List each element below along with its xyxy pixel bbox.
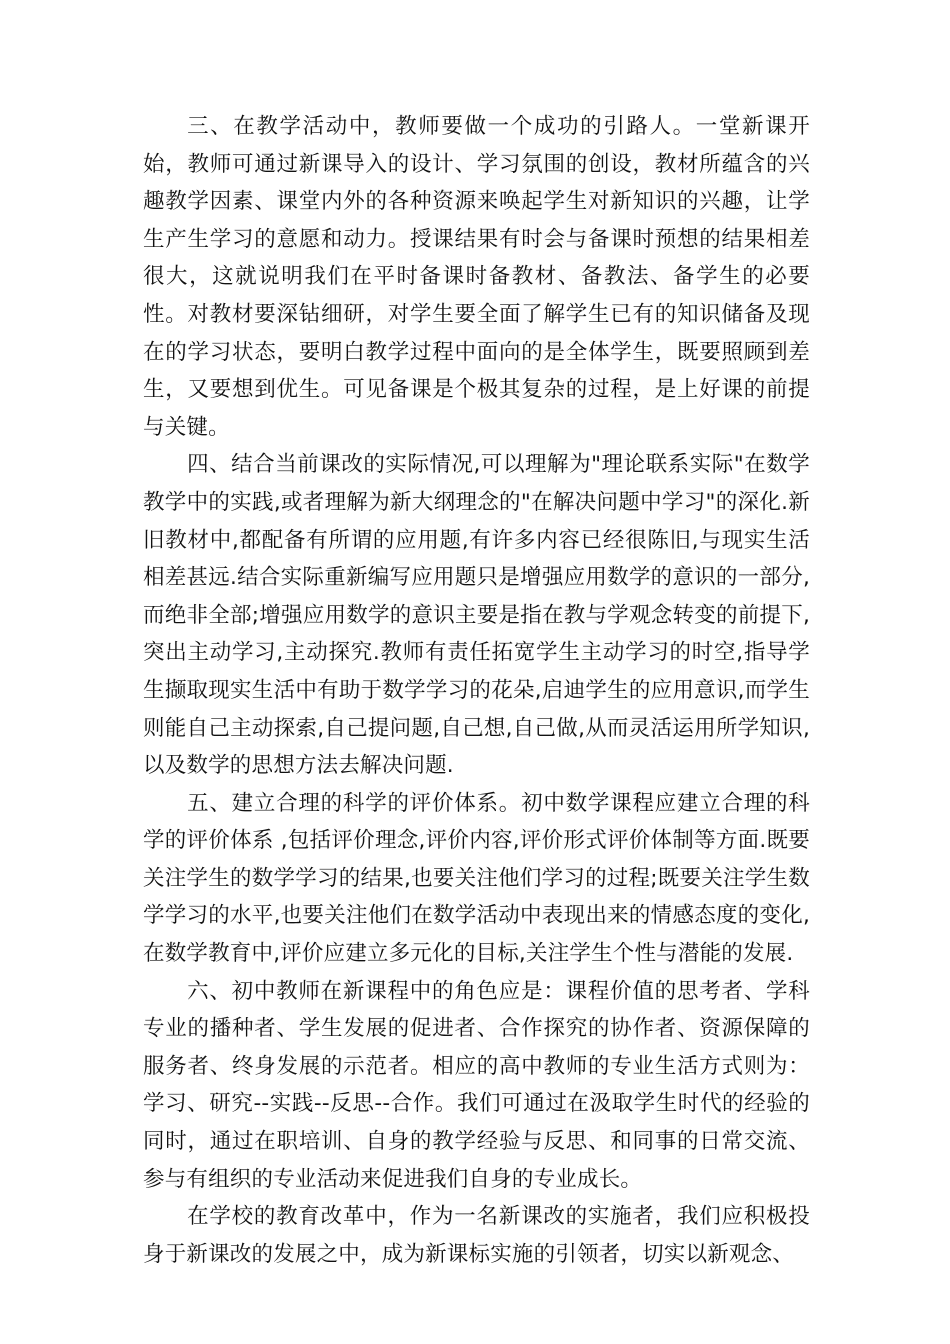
- paragraph-teacher-roles: 六、初中教师在新课程中的角色应是：课程价值的思考者、学科专业的播种者、学生发展的促进者、合作探究的协作者、资源保障的服务者、终身发展的示范者。相应的高中教师的专业生活方式则为：学习、研究--实践--反思--合作。我们可通过在汲取学生时代的经验的同时，通过在职培训、自身的教学经验与反思、和同事的日常交流、参与有组织的专业活动来促进我们自身的专业成长。: [143, 978, 810, 1192]
- paragraph-theory-practice: 四、结合当前课改的实际情况,可以理解为"理论联系实际"在数学教学中的实践,或者理解为新大纲理念的"在解决问题中学习"的深化.新旧教材中,都配备有所谓的应用题,有许多内容已经很陈旧,与现实生活相差甚远.结合实际重新编写应用题只是增强应用数学的意识的一部分,而绝非全部;增强应用数学的意识主要是指在教与学观念转变的前提下,突出主动学习,主动探究.教师有责任拓宽学生主动学习的时空,指导学生撷取现实生活中有助于数学学习的花朵,启迪学生的应用意识,而学生则能自己主动探索,自己提问题,自己想,自己做,从而灵活运用所学知识,以及数学的思想方法去解决问题.: [143, 452, 810, 779]
- paragraph-teacher-guide: 三、在教学活动中，教师要做一个成功的引路人。一堂新课开始，教师可通过新课导入的设计、学习氛围的创设，教材所蕴含的兴趣教学因素、课堂内外的各种资源来唤起学生对新知识的兴趣，让学生产生学习的意愿和动力。授课结果有时会与备课时预想的结果相差很大，这就说明我们在平时备课时备教材、备教法、备学生的必要性。对教材要深钻细研，对学生要全面了解学生已有的知识储备及现在的学习状态，要明白教学过程中面向的是全体学生，既要照顾到差生，又要想到优生。可见备课是个极其复杂的过程，是上好课的前提与关键。: [143, 114, 810, 440]
- document-body: [143, 108, 810, 1273]
- paragraph-school-reform: 在学校的教育改革中，作为一名新课改的实施者，我们应积极投身于新课改的发展之中，成为新课标实施的引领者，切实以新观念、: [143, 1204, 810, 1267]
- paragraph-evaluation-system: 五、建立合理的科学的评价体系。初中数学课程应建立合理的科学的评价体系 ,包括评价理念,评价内容,评价形式评价体制等方面.既要关注学生的数学学习的结果,也要关注他们学习的过程;既要关注学生数学学习的水平,也要关注他们在数学活动中表现出来的情感态度的变化,在数学教育中,评价应建立多元化的目标,关注学生个性与潜能的发展.: [143, 790, 810, 967]
